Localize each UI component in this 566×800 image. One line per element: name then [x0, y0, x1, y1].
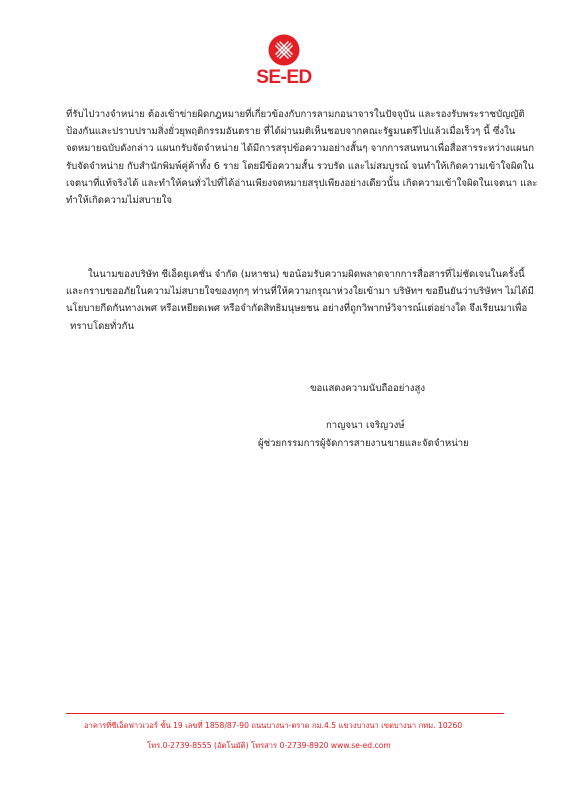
- paragraph-line: จดหมายฉบับดังกล่าว แผนกรับจัดจำหน่าย ได้มีการสรุปข้อความอย่างสั้นๆ จากการสนทนาเพื่อสื่อสารระหว่างแผนก: [66, 143, 535, 155]
- letter-paragraph-2: [66, 266, 534, 335]
- footer-address: อาคารที่ซีเอ็ดฟาวเวอร์ ชั้น 19 เลขที่ 1858/87-90 ถนนบางนา-ตราด กม.4.5 แขวงบางนา เขตบางนา กทม. 10260: [84, 721, 463, 730]
- paragraph-line: ในนามของบริษัท ซีเอ็ดยูเคชั่น จำกัด (มหาชน) ขอน้อมรับความผิดพลาดจากการสื่อสารที่ไม่ชัดเจนในครั้งนี้: [88, 269, 525, 280]
- signer-name: กาญจนา เจริญวงษ์: [326, 420, 405, 431]
- footer-divider: [66, 713, 504, 714]
- footer-contact: โทร.0-2739-8555 (อัตโนมัติ) โทรสาร 0-2739-8920 www.se-ed.com: [147, 741, 391, 750]
- paragraph-line: รับจัดจำหน่าย กับสำนักพิมพ์คู่ค้าทั้ง 6 ราย โดยมีข้อความสั้น รวบรัด และไม่สมบูรณ์ จนทำให้เกิดความเข้าใจผิดใน: [66, 160, 534, 172]
- closing-salutation: ขอแสดงความนับถืออย่างสูง: [310, 383, 426, 394]
- paragraph-line: เจตนาที่แท้จริงได้ และทำให้คนทั่วไปที่ได้อ่านเพียงจดหมายสรุปเพียงอย่างเดียวนั้น เกิดความเข้าใจผิดในเจตนา และ: [66, 177, 538, 189]
- letter-paragraph-1: [66, 106, 537, 209]
- paragraph-line: และกราบขออภัยในความไม่สบายใจของทุกๆ ท่านที่ให้ความกรุณาห่วงใยเข้ามา บริษัทฯ ขอยืนยันว่าบริษัทฯ ไม่ได้มี: [66, 286, 534, 298]
- paragraph-line: ที่รับไปวางจำหน่าย ต้องเข้าข่ายผิดกฎหมายที่เกี่ยวข้องกับการลามกอนาจารในปัจจุบัน และรองรับพระราชบัญญัติ: [66, 109, 525, 120]
- paragraph-line: ทราบโดยทั่วกัน: [70, 320, 135, 332]
- seed-logo-text: SE-ED: [256, 67, 312, 88]
- paragraph-line: นโยบายกีดกันทางเพศ หรือเหยียดเพศ หรือจำกัดสิทธิมนุษยชน อย่างที่ถูกวิพากษ์วิจารณ์แต่อย่างใด จึงเรียนมาเพื่อ: [66, 303, 528, 315]
- seed-logo-mark-icon: [268, 34, 300, 66]
- signer-title: ผู้ช่วยกรรมการผู้จัดการสายงานขายและจัดจำหน่าย: [258, 438, 469, 449]
- paragraph-line: ป้องกันและปราบปรามสิ่งยั่วยุพฤติกรรมอันตราย ที่ได้ผ่านมติเห็นชอบจากคณะรัฐมนตรีไปแล้วเมื่อเร็วๆ นี้ ซึ่งใน: [66, 126, 516, 138]
- paragraph-line: ทำให้เกิดความไม่สบายใจ: [66, 195, 172, 207]
- seed-logo: [254, 34, 314, 94]
